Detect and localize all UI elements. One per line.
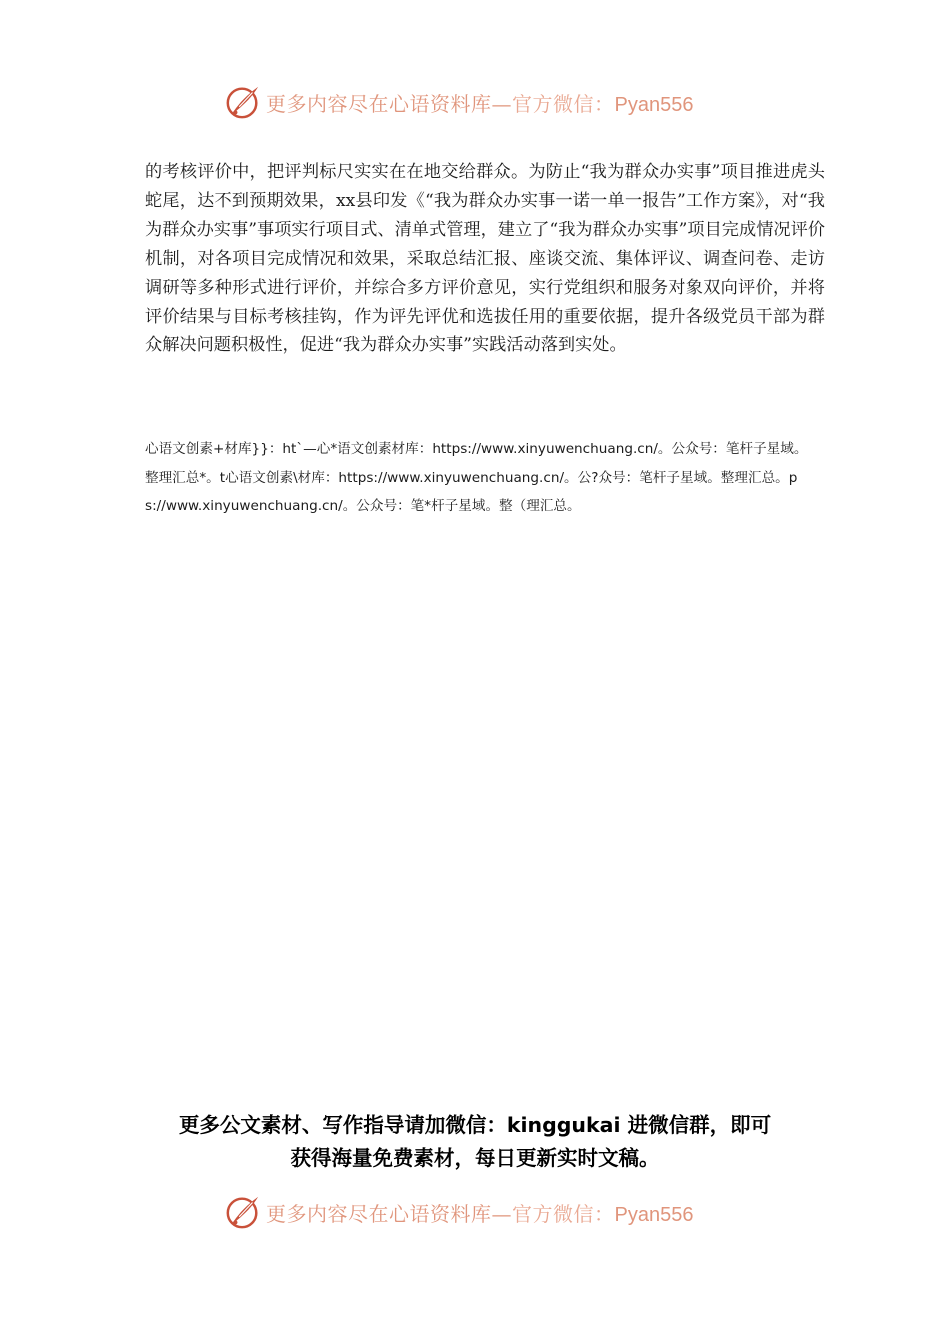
footer-promo xyxy=(100,1109,850,1175)
banner-wechat-id: Pyan556 xyxy=(614,93,694,116)
source-note: 心语文创素+材库}}：ht`—心*语文创素材库：https://www.xinyuwenchuang.cn/。公众号：笔杆子星域。整理汇总*。t心语文创素\材库：https://www.xinyuwenchuang.cn/。公?众号：笔杆子星域。整理汇总。ps://www.xinyuwenchuang.cn/。公众号：笔*杆子星域。整（理汇总。 xyxy=(145,441,808,515)
body-paragraph: 的考核评价中，把评判标尺实实在在地交给群众。为防止“我为群众办实事”项目推进虎头蛇尾，达不到预期效果，xx县印发《“我为群众办实事一诺一单一报告”工作方案》，对“我为群众办实事”事项实行项目式、清单式管理，建立了“我为群众办实事”项目完成情况评价机制，对各项目完成情况和效果，采取总结汇报、座谈交流、集体评议、调查问卷、走访调研等多种形式进行评价，并综合多方评价意见，实行党组织和服务对象双向评价，并将评价结果与目标考核挂钩，作为评先评优和选拔任用的重要依据，提升各级党员干部为群众解决问题积极性，促进“我为群众办实事”实践活动落到实处。 xyxy=(145,162,825,356)
promo-line-1: 更多公文素材、写作指导请加微信：kinggukai 进微信群，即可 xyxy=(178,1113,772,1137)
banner-brand-text: 更多内容尽在心语资料库—官方微信：Pyan556 xyxy=(266,1201,694,1226)
banner-wechat-label: 官方微信： xyxy=(512,1201,615,1226)
header-banner xyxy=(224,82,693,122)
footer-banner xyxy=(224,1192,693,1232)
quill-pen-circle-icon xyxy=(224,1193,262,1231)
banner-wechat-label: 官方微信： xyxy=(512,91,615,116)
banner-wechat-id: Pyan556 xyxy=(614,1203,694,1226)
quill-pen-circle-icon xyxy=(224,83,262,121)
banner-brand-text: 更多内容尽在心语资料库—官方微信：Pyan556 xyxy=(266,91,694,116)
promo-line-2: 获得海量免费素材，每日更新实时文稿。 xyxy=(290,1146,660,1170)
